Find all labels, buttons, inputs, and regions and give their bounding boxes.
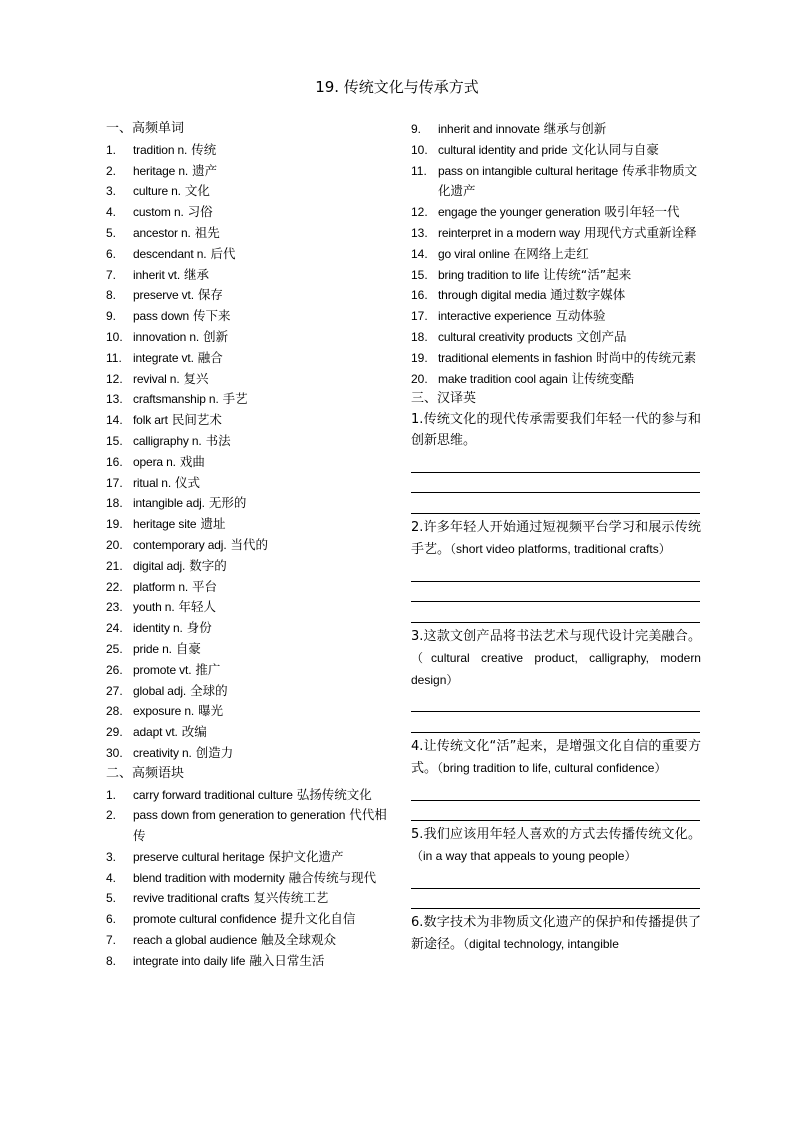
list-item xyxy=(106,202,388,223)
answer-line[interactable] xyxy=(411,582,700,603)
item-number: 15. xyxy=(106,433,123,448)
item-number: 19. xyxy=(411,350,428,365)
item-chinese: 复兴 xyxy=(183,370,209,386)
chunk-list-part1 xyxy=(106,785,388,972)
item-english: opera n. xyxy=(133,454,176,469)
item-english: engage the younger generation xyxy=(438,205,601,220)
item-chinese: 融入日常生活 xyxy=(249,952,325,968)
item-chinese: 祖先 xyxy=(194,224,220,240)
item-number: 5. xyxy=(106,225,117,240)
list-item xyxy=(411,140,701,161)
answer-line[interactable] xyxy=(411,561,700,582)
item-english: blend tradition with modernity xyxy=(133,870,285,885)
item-english: reach a global audience xyxy=(133,933,257,948)
item-chinese: 在网络上走红 xyxy=(513,245,589,261)
item-english: platform n. xyxy=(133,579,189,594)
item-english: reinterpret in a modern way xyxy=(438,225,581,240)
list-item xyxy=(106,535,388,556)
list-item xyxy=(106,681,388,702)
translation-question xyxy=(411,518,701,561)
item-number: 17. xyxy=(106,475,123,490)
item-english: cultural identity and pride xyxy=(438,142,568,157)
list-item xyxy=(411,223,701,244)
item-number: 11. xyxy=(411,163,427,178)
list-item xyxy=(106,868,388,889)
question-chinese: 5.我们应该用年轻人喜欢的方式去传播传统文化。 xyxy=(411,827,701,843)
item-chinese: 传下来 xyxy=(193,308,231,324)
item-english: through digital media xyxy=(438,288,547,303)
list-item xyxy=(106,701,388,722)
answer-line[interactable] xyxy=(411,801,700,822)
question-hint: （bring tradition to life, cultural confidence） xyxy=(437,760,667,775)
list-item xyxy=(411,369,701,390)
item-number: 13. xyxy=(106,392,123,407)
list-item xyxy=(106,265,388,286)
word-list xyxy=(106,140,388,764)
item-english: integrate into daily life xyxy=(133,953,246,968)
item-number: 28. xyxy=(106,704,123,719)
item-number: 6. xyxy=(106,912,117,927)
item-number: 8. xyxy=(106,288,117,303)
list-item xyxy=(106,785,388,806)
item-chinese: 数字的 xyxy=(189,557,227,573)
item-chinese: 继承 xyxy=(184,266,210,282)
item-english: pride n. xyxy=(133,641,172,656)
list-item xyxy=(106,431,388,452)
item-chinese: 文化 xyxy=(184,183,210,199)
list-item xyxy=(106,369,388,390)
item-chinese: 平台 xyxy=(192,578,218,594)
item-english: custom n. xyxy=(133,205,184,220)
question-chinese: 1.传统文化的现代传承需要我们年轻一代的参与和创新思维。 xyxy=(411,412,701,448)
item-english: promote vt. xyxy=(133,662,192,677)
list-item xyxy=(106,244,388,265)
item-number: 12. xyxy=(411,205,428,220)
item-number: 1. xyxy=(106,142,117,157)
item-number: 3. xyxy=(106,184,117,199)
item-number: 10. xyxy=(106,329,123,344)
question-hint: （in a way that appeals to young people） xyxy=(411,849,637,864)
item-number: 18. xyxy=(106,496,123,511)
item-number: 22. xyxy=(106,579,123,594)
item-number: 2. xyxy=(106,163,117,178)
question-chinese: 4.让传统文化“活”起来，是增强文化自信的重要方式。 xyxy=(411,739,701,776)
answer-line[interactable] xyxy=(411,452,700,473)
item-number: 16. xyxy=(411,288,428,303)
item-chinese: 融合传统与现代 xyxy=(288,869,377,885)
list-item xyxy=(106,514,388,535)
item-number: 17. xyxy=(411,309,428,324)
item-english: revival n. xyxy=(133,371,180,386)
item-english: pass on intangible cultural heritage xyxy=(438,163,619,178)
item-chinese: 传统 xyxy=(191,141,217,157)
question-hint: （cultural creative product, calligraphy, modern design） xyxy=(411,650,701,687)
list-item xyxy=(411,348,701,369)
item-chinese: 改编 xyxy=(181,724,207,740)
item-chinese: 戏曲 xyxy=(179,453,205,469)
item-chinese: 让传统变酷 xyxy=(571,370,635,386)
list-item xyxy=(106,348,388,369)
list-item xyxy=(106,805,388,847)
item-number: 21. xyxy=(106,558,123,573)
item-chinese: 用现代方式重新诠释 xyxy=(584,224,697,240)
list-item xyxy=(411,285,701,306)
list-item xyxy=(106,452,388,473)
item-number: 9. xyxy=(106,309,117,324)
section-heading-translation: 三、汉译英 xyxy=(411,391,477,407)
item-english: contemporary adj. xyxy=(133,537,227,552)
item-english: traditional elements in fashion xyxy=(438,350,593,365)
item-number: 2. xyxy=(106,808,117,823)
item-english: folk art xyxy=(133,413,168,428)
item-english: exposure n. xyxy=(133,704,195,719)
item-number: 6. xyxy=(106,246,117,261)
item-number: 4. xyxy=(106,870,117,885)
translation-question xyxy=(411,825,701,868)
item-english: intangible adj. xyxy=(133,496,205,511)
item-english: preserve vt. xyxy=(133,288,194,303)
item-english: integrate vt. xyxy=(133,350,194,365)
item-english: adapt vt. xyxy=(133,725,178,740)
item-chinese: 身份 xyxy=(186,620,212,636)
item-english: go viral online xyxy=(438,246,510,261)
answer-line[interactable] xyxy=(411,602,700,623)
item-number: 3. xyxy=(106,849,117,864)
item-number: 8. xyxy=(106,953,117,968)
question-chinese: 2.许多年轻人开始通过短视频平台学习和展示传统手艺。 xyxy=(411,520,701,557)
answer-line[interactable] xyxy=(411,889,700,910)
item-chinese: 遗产 xyxy=(192,162,218,178)
item-english: promote cultural confidence xyxy=(133,912,277,927)
list-item xyxy=(106,660,388,681)
item-chinese: 融合 xyxy=(197,349,223,365)
item-number: 24. xyxy=(106,621,123,636)
list-item xyxy=(106,410,388,431)
item-english: pass down xyxy=(133,309,190,324)
item-number: 9. xyxy=(411,122,422,136)
item-chinese: 无形的 xyxy=(208,495,247,511)
item-english: youth n. xyxy=(133,600,175,615)
answer-line[interactable] xyxy=(411,473,700,494)
list-item xyxy=(106,847,388,868)
item-english: cultural creativity products xyxy=(438,329,573,344)
item-chinese: 提升文化自信 xyxy=(280,911,356,927)
item-chinese: 创造力 xyxy=(195,744,234,760)
item-number: 20. xyxy=(106,537,123,552)
translation-question xyxy=(411,737,701,780)
list-item xyxy=(106,930,388,951)
answer-line[interactable] xyxy=(411,712,700,733)
list-item xyxy=(106,389,388,410)
item-number: 23. xyxy=(106,600,123,615)
item-english: identity n. xyxy=(133,621,183,636)
item-number: 20. xyxy=(411,371,428,386)
left-column xyxy=(106,119,388,972)
translation-question xyxy=(411,410,701,452)
item-english: tradition n. xyxy=(133,142,188,157)
item-chinese: 继承与创新 xyxy=(543,121,607,136)
item-english: creativity n. xyxy=(133,745,192,760)
question-chinese: 6.数字技术为非物质文化遗产的保护和传播提供了新途径。 xyxy=(411,915,701,953)
item-chinese: 书法 xyxy=(205,432,231,448)
item-english: descendant n. xyxy=(133,246,207,261)
item-english: culture n. xyxy=(133,184,181,199)
answer-line[interactable] xyxy=(411,780,700,801)
item-number: 19. xyxy=(106,517,123,532)
list-item xyxy=(106,577,388,598)
list-item xyxy=(106,909,388,930)
item-chinese: 复兴传统工艺 xyxy=(253,890,329,906)
item-chinese: 民间艺术 xyxy=(171,412,222,428)
item-english: heritage n. xyxy=(133,163,189,178)
item-chinese: 文创产品 xyxy=(576,328,627,344)
item-chinese: 后代 xyxy=(210,245,236,261)
item-english: bring tradition to life xyxy=(438,267,540,282)
item-chinese: 让传统“活”起来 xyxy=(543,266,632,282)
list-item xyxy=(106,618,388,639)
translation-question xyxy=(411,913,701,956)
list-item xyxy=(411,327,701,348)
item-english: ancestor n. xyxy=(133,225,191,240)
item-chinese: 保护文化遗产 xyxy=(268,848,344,864)
list-item xyxy=(411,202,701,223)
item-chinese: 时尚中的传统元素 xyxy=(596,349,697,365)
list-item xyxy=(106,597,388,618)
list-item xyxy=(106,161,388,182)
list-item xyxy=(106,285,388,306)
item-number: 18. xyxy=(411,329,428,344)
item-english: digital adj. xyxy=(133,558,186,573)
item-chinese: 推广 xyxy=(195,661,221,677)
item-number: 12. xyxy=(106,371,123,386)
item-chinese: 当代的 xyxy=(230,536,269,552)
item-number: 14. xyxy=(106,413,123,428)
item-number: 16. xyxy=(106,454,123,469)
item-english: carry forward traditional culture xyxy=(133,787,293,802)
item-chinese: 手艺 xyxy=(222,391,248,407)
list-item xyxy=(106,493,388,514)
item-number: 26. xyxy=(106,662,123,677)
item-number: 1. xyxy=(106,787,117,802)
item-chinese: 传承非物质文化遗产 xyxy=(438,162,698,199)
item-chinese: 触及全球观众 xyxy=(260,932,336,948)
item-english: preserve cultural heritage xyxy=(133,849,265,864)
list-item xyxy=(106,743,388,764)
item-number: 27. xyxy=(106,683,123,698)
section-heading-words: 一、高频单词 xyxy=(106,121,185,136)
question-hint: （short video platforms, traditional crafts） xyxy=(450,541,671,556)
list-item xyxy=(106,639,388,660)
chunk-list-part2 xyxy=(411,119,701,389)
item-number: 7. xyxy=(106,267,117,282)
item-chinese: 弘扬传统文化 xyxy=(296,786,372,802)
list-item xyxy=(411,119,701,140)
list-item xyxy=(411,306,701,327)
item-chinese: 遗址 xyxy=(200,516,226,532)
list-item xyxy=(106,888,388,909)
item-english: pass down from generation to generation xyxy=(133,808,346,823)
item-number: 13. xyxy=(411,225,428,240)
item-number: 7. xyxy=(106,933,117,948)
item-chinese: 仪式 xyxy=(175,474,201,490)
list-item xyxy=(106,140,388,161)
list-item xyxy=(106,223,388,244)
question-hint: （digital technology, intangible xyxy=(463,937,619,952)
item-chinese: 吸引年轻一代 xyxy=(604,204,680,220)
item-chinese: 保存 xyxy=(197,287,223,303)
list-item xyxy=(106,181,388,202)
list-item xyxy=(106,722,388,743)
item-chinese: 创新 xyxy=(203,328,229,344)
item-english: innovation n. xyxy=(133,329,200,344)
translation-questions xyxy=(411,410,701,956)
item-chinese: 曝光 xyxy=(198,703,224,719)
item-english: inherit and innovate xyxy=(438,122,540,136)
item-chinese: 互动体验 xyxy=(555,308,606,324)
item-number: 5. xyxy=(106,891,117,906)
item-chinese: 全球的 xyxy=(190,682,228,698)
item-number: 15. xyxy=(411,267,428,282)
item-english: inherit vt. xyxy=(133,267,181,282)
item-english: craftsmanship n. xyxy=(133,392,219,407)
list-item xyxy=(106,473,388,494)
item-number: 10. xyxy=(411,142,428,157)
section-heading-chunks: 二、高频语块 xyxy=(106,765,185,781)
item-chinese: 自豪 xyxy=(175,640,201,656)
right-column xyxy=(411,119,701,956)
list-item xyxy=(106,951,388,972)
item-english: interactive experience xyxy=(438,309,552,324)
item-chinese: 年轻人 xyxy=(178,599,217,615)
list-item xyxy=(106,327,388,348)
item-english: revive traditional crafts xyxy=(133,891,250,906)
item-english: global adj. xyxy=(133,683,187,698)
item-number: 4. xyxy=(106,205,117,220)
list-item xyxy=(411,161,701,203)
item-chinese: 习俗 xyxy=(187,204,213,220)
item-chinese: 代代相传 xyxy=(133,807,387,844)
item-english: make tradition cool again xyxy=(438,371,568,386)
list-item xyxy=(411,244,701,265)
item-chinese: 文化认同与自豪 xyxy=(571,141,659,157)
item-english: heritage site xyxy=(133,517,197,532)
list-item xyxy=(106,306,388,327)
item-chinese: 通过数字媒体 xyxy=(550,287,626,303)
page-title: 19. 传统文化与传承方式 xyxy=(315,78,479,96)
question-chinese: 3.这款文创产品将书法艺术与现代设计完美融合。 xyxy=(411,629,701,645)
item-number: 25. xyxy=(106,641,123,656)
item-number: 11. xyxy=(106,350,122,365)
item-number: 30. xyxy=(106,745,123,760)
answer-line[interactable] xyxy=(411,692,700,713)
answer-line[interactable] xyxy=(411,868,700,889)
answer-line[interactable] xyxy=(411,493,700,514)
item-english: ritual n. xyxy=(133,475,172,490)
item-number: 14. xyxy=(411,246,428,261)
translation-question xyxy=(411,627,701,691)
list-item xyxy=(411,265,701,286)
list-item xyxy=(106,556,388,577)
item-english: calligraphy n. xyxy=(133,433,202,448)
item-number: 29. xyxy=(106,725,123,740)
